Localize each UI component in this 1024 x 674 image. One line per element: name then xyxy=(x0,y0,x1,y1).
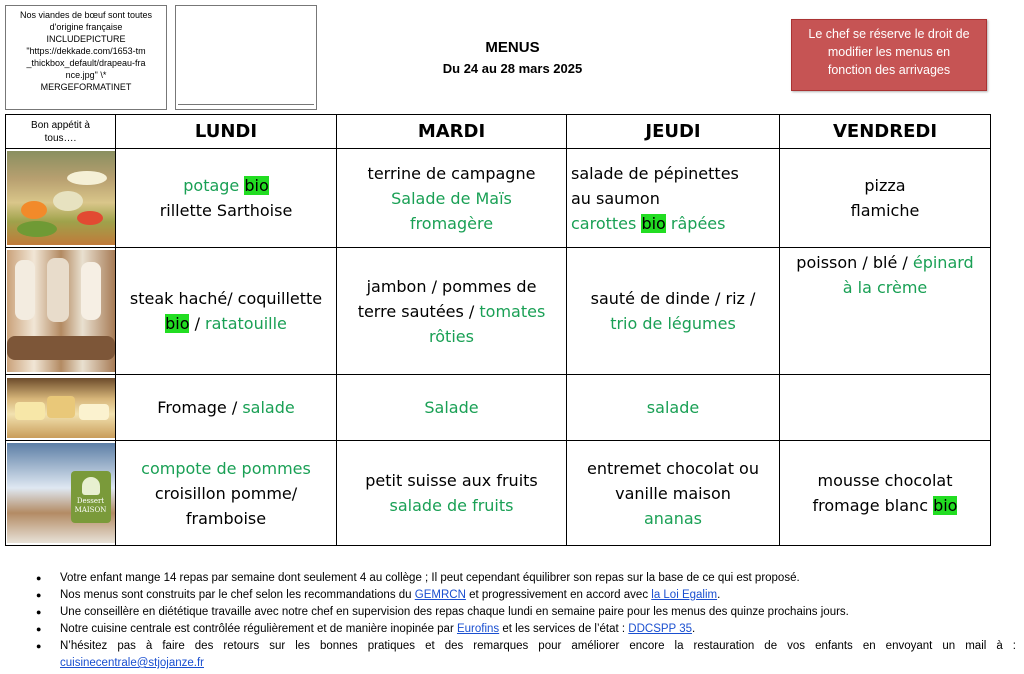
dish-text: rillette Sarthoise xyxy=(159,201,293,220)
cheese-shape xyxy=(15,402,45,420)
note-line: INCLUDEPICTURE xyxy=(46,34,126,44)
footer-link[interactable]: Eurofins xyxy=(456,623,500,635)
dish-text: steak haché/ coquillette xyxy=(129,289,323,308)
row-photo-cell xyxy=(6,441,116,546)
row-photo-cell xyxy=(6,248,116,375)
dish-line xyxy=(784,198,986,223)
cheese-shape xyxy=(47,396,75,418)
dish-text: jambon / pommes de xyxy=(366,276,537,296)
contact-email-link[interactable]: cuisinecentrale@stjojanze.fr xyxy=(60,657,204,669)
dish-text: entremet chocolat ou xyxy=(587,458,759,478)
bio-label: bio xyxy=(244,176,269,195)
dish-text: terre sautées / xyxy=(357,301,480,321)
row-photo-cell xyxy=(6,375,116,441)
footer-text: Une conseillère en diététique travaille avec notre chef en supervision des repas chaque lundi en semaine paire pour les menus des quinze prochains jours. xyxy=(60,606,849,618)
dish-line xyxy=(571,186,775,211)
dish-line xyxy=(120,456,332,481)
cheese-shape xyxy=(79,404,109,420)
menu-dish-cell xyxy=(337,375,567,441)
dish-line xyxy=(120,173,332,198)
menu-dish-cell xyxy=(116,441,337,546)
beef-origin-note xyxy=(5,5,167,110)
note-line: _thickbox_default/drapeau-fra xyxy=(26,58,146,68)
dish-text: Salade xyxy=(424,398,479,417)
dish-text: sauté de dinde / riz / xyxy=(590,289,756,308)
dish-line xyxy=(341,186,562,211)
dish-text: croisillon pomme/ xyxy=(154,483,298,503)
dish-text: petit suisse aux fruits xyxy=(365,471,538,490)
dish-text: à la crème xyxy=(842,278,928,297)
dish-text: tomates xyxy=(479,301,546,321)
menu-row xyxy=(6,375,991,441)
day-header-jeudi: JEUDI xyxy=(567,115,780,149)
bio-label: bio xyxy=(641,213,666,233)
note-line: MERGEFORMATINET xyxy=(40,82,132,92)
dish-text: mousse chocolat xyxy=(817,471,953,490)
weekly-menu-table xyxy=(5,114,991,546)
menu-dish-cell xyxy=(337,248,567,375)
footer-bullet xyxy=(36,570,1016,587)
menu-dish-cell xyxy=(780,149,991,248)
dish-text: / xyxy=(189,314,206,333)
figure-shape xyxy=(47,258,69,322)
footer-text: et progressivement en accord avec xyxy=(465,589,652,601)
dish-line xyxy=(784,275,986,300)
dessert-maison-photo xyxy=(7,443,115,543)
footer-text: Votre enfant mange 14 repas par semaine dont seulement 4 au collège ; Il peut cependant équilibrer son repas sur la base de ce qui est proposé. xyxy=(60,572,800,584)
dish-line xyxy=(341,211,562,236)
food-shape xyxy=(67,171,107,185)
note-line: nce.jpg" \* xyxy=(65,70,107,80)
dish-line xyxy=(571,395,775,420)
menu-dish-cell xyxy=(337,149,567,248)
dish-text: poisson / blé / xyxy=(796,253,913,272)
dish-line xyxy=(120,286,332,311)
dish-text: carottes xyxy=(571,213,642,233)
menu-row xyxy=(6,248,991,375)
dish-line xyxy=(784,468,986,493)
menu-dish-cell xyxy=(567,149,780,248)
footer-text: N’hésitez pas à faire des retours sur les bonnes pratiques et des remarques pour améliorer encore la restauration de vos enfants en envoyant un mail à : xyxy=(60,640,1016,652)
figure-shape xyxy=(15,260,35,320)
dish-line xyxy=(341,161,562,186)
dish-text: fromage blanc xyxy=(812,496,934,515)
menu-dish-cell xyxy=(337,441,567,546)
dish-line xyxy=(571,506,775,531)
chef-note-line: modifier les menus en xyxy=(827,45,951,59)
menu-dish-cell xyxy=(567,248,780,375)
dish-line xyxy=(571,161,775,186)
dish-line xyxy=(120,311,332,336)
menu-header-row xyxy=(6,115,991,149)
dish-line xyxy=(784,250,986,275)
footer-text: Nos menus sont construits par le chef selon les recommandations du xyxy=(60,589,415,601)
dish-text: pizza xyxy=(864,176,906,195)
dish-line xyxy=(120,395,332,420)
dish-text: terrine de campagne xyxy=(367,163,536,183)
dish-text: compote de pommes xyxy=(141,458,311,478)
figure-shape xyxy=(81,262,101,320)
dish-line xyxy=(571,286,775,311)
dish-line xyxy=(571,311,775,336)
dish-line xyxy=(341,274,562,299)
dish-line xyxy=(571,481,775,506)
dish-line xyxy=(120,506,332,531)
dish-text: rôties xyxy=(429,326,474,346)
footer-link[interactable]: la Loi Egalim xyxy=(651,589,718,601)
dish-line xyxy=(341,493,562,518)
dish-text: ananas xyxy=(643,508,703,528)
food-shape xyxy=(17,221,57,237)
note-line: "https://dekkade.com/1653-tm xyxy=(26,46,146,56)
badge-text: Dessert xyxy=(76,497,105,505)
footer-bullet xyxy=(36,587,1016,604)
day-header-lundi: LUNDI xyxy=(116,115,337,149)
dish-line xyxy=(571,211,775,236)
dish-text: salade xyxy=(242,398,295,417)
cheese-platter-photo xyxy=(7,378,115,438)
dish-text: trio de légumes xyxy=(610,314,736,333)
dish-text: framboise xyxy=(185,508,267,528)
buffet-salads-photo xyxy=(7,151,115,245)
food-shape xyxy=(77,211,103,225)
dish-text: flamiche xyxy=(850,201,920,220)
info-footer xyxy=(36,570,1016,672)
figure-shape xyxy=(7,336,115,360)
dish-line xyxy=(341,324,562,349)
food-shape xyxy=(53,191,83,211)
footer-bullet xyxy=(36,638,1016,655)
row-photo-cell xyxy=(6,149,116,248)
dish-line xyxy=(784,173,986,198)
dish-line xyxy=(341,299,562,324)
dish-text: épinard xyxy=(912,253,974,272)
dish-text: fromagère xyxy=(409,213,494,233)
menu-dish-cell xyxy=(116,375,337,441)
footer-text: Notre cuisine centrale est contrôlée régulièrement et de manière inopinée par xyxy=(60,623,457,635)
footer-bullet xyxy=(36,604,1016,621)
note-line: d'origine française xyxy=(49,22,123,32)
bio-label: bio xyxy=(165,314,190,333)
dish-text: salade de fruits xyxy=(389,496,514,515)
food-shape xyxy=(21,201,47,219)
logo-placeholder xyxy=(175,5,317,110)
menu-dish-cell xyxy=(116,149,337,248)
menu-dish-cell xyxy=(780,441,991,546)
menu-dish-cell xyxy=(116,248,337,375)
footer-link[interactable]: GEMRCN xyxy=(414,589,466,601)
dish-text: salade xyxy=(646,398,700,417)
footer-link[interactable]: DDCSPP 35 xyxy=(628,623,693,635)
cake-icon xyxy=(82,477,100,495)
footer-text: . xyxy=(692,623,696,635)
menu-title-block xyxy=(390,38,635,78)
page-title: MENUS xyxy=(485,39,540,56)
dish-text: au saumon xyxy=(571,188,660,208)
badge-text: MAISON xyxy=(74,506,107,514)
corner-label xyxy=(6,115,116,149)
dish-line xyxy=(784,493,986,518)
dish-text: potage xyxy=(183,176,245,195)
dish-text: ratatouille xyxy=(205,314,287,333)
footer-text: et les services de l’état : xyxy=(499,623,629,635)
dish-line xyxy=(120,198,332,223)
menu-dish-cell xyxy=(567,375,780,441)
dish-text: vanille maison xyxy=(615,483,731,503)
day-header-mardi: MARDI xyxy=(337,115,567,149)
bio-label: bio xyxy=(933,496,958,515)
menu-dish-cell xyxy=(780,248,991,375)
canteen-service-photo xyxy=(7,250,115,372)
dish-text: Salade de Maïs xyxy=(391,188,512,208)
dish-line xyxy=(341,468,562,493)
corner-label-line: Bon appétit à xyxy=(31,120,90,131)
dish-text: Fromage / xyxy=(157,398,243,417)
day-header-vendredi: VENDREDI xyxy=(780,115,991,149)
footer-text: . xyxy=(717,589,721,601)
dish-text: salade de pépinettes xyxy=(571,163,739,183)
corner-label-line: tous…. xyxy=(44,133,77,144)
note-line: Nos viandes de bœuf sont toutes xyxy=(19,10,153,20)
chef-disclaimer-note xyxy=(791,19,987,91)
menu-row xyxy=(6,441,991,546)
chef-note-line: Le chef se réserve le droit de xyxy=(808,27,970,41)
dish-line xyxy=(120,481,332,506)
menu-dish-cell xyxy=(780,375,991,441)
dish-text: râpées xyxy=(665,213,726,233)
dish-line xyxy=(341,395,562,420)
footer-bullet xyxy=(36,621,1016,638)
dish-line xyxy=(571,456,775,481)
chef-note-line: fonction des arrivages xyxy=(827,63,951,77)
date-range: Du 24 au 28 mars 2025 xyxy=(442,61,583,76)
menu-row xyxy=(6,149,991,248)
dessert-maison-badge xyxy=(71,471,111,523)
menu-dish-cell xyxy=(567,441,780,546)
